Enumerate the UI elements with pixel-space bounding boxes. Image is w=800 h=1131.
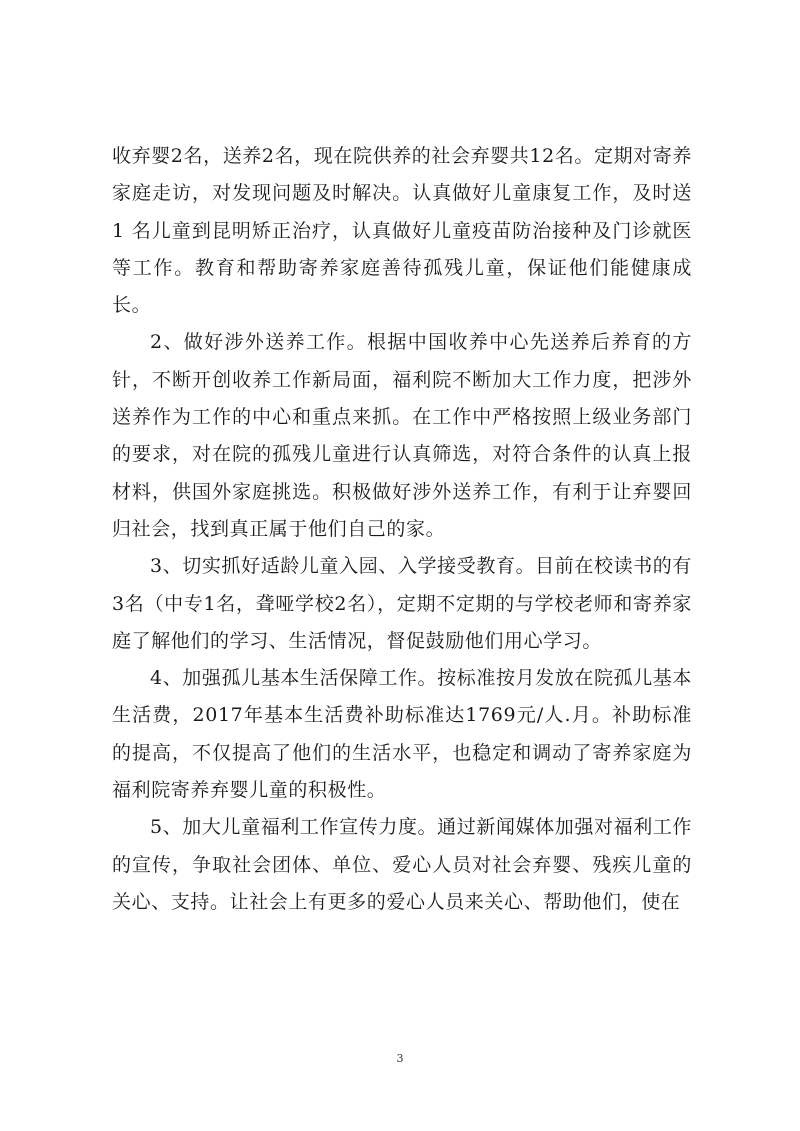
document-body [112,138,692,921]
paragraph-3: 3、切实抓好适龄儿童入园、入学接受教育。目前在校读书的有3名（中专1名，聋哑学校2名），定期不定期的与学校老师和寄养家庭了解他们的学习、生活情况，督促鼓励他们用心学习。 [112,555,692,652]
paragraph-1: 收弃婴2名，送养2名，现在院供养的社会弃婴共12名。定期对寄养家庭走访，对发现问题及时解决。认真做好儿童康复工作，及时送 1 名儿童到昆明矫正治疗，认真做好儿童疫苗防治接种及门诊就医等工作。教育和帮助寄养家庭善待孤残儿童，保证他们能健康成长。 [112,145,692,317]
paragraph-5: 5、加大儿童福利工作宣传力度。通过新闻媒体加强对福利工作的宣传，争取社会团体、单位、爱心人员对社会弃婴、残疾儿童的关心、支持。让社会上有更多的爱心人员来关心、帮助他们，使在 [112,816,692,913]
paragraph-4: 4、加强孤儿基本生活保障工作。按标准按月发放在院孤儿基本生活费，2017年基本生活费补助标准达1769元/人.月。补助标准的提高，不仅提高了他们的生活水平，也稳定和调动了寄养家庭为福利院寄养弃婴儿童的积极性。 [112,667,692,802]
page-number: 3 [396,1052,404,1065]
paragraph-2: 2、做好涉外送养工作。根据中国收养中心先送养后养育的方针，不断开创收养工作新局面，福利院不断加大工作力度，把涉外送养作为工作的中心和重点来抓。在工作中严格按照上级业务部门的要求，对在院的孤残儿童进行认真筛选，对符合条件的认真上报材料，供国外家庭挑选。积极做好涉外送养工作，有利于让弃婴回归社会，找到真正属于他们自己的家。 [112,331,692,540]
